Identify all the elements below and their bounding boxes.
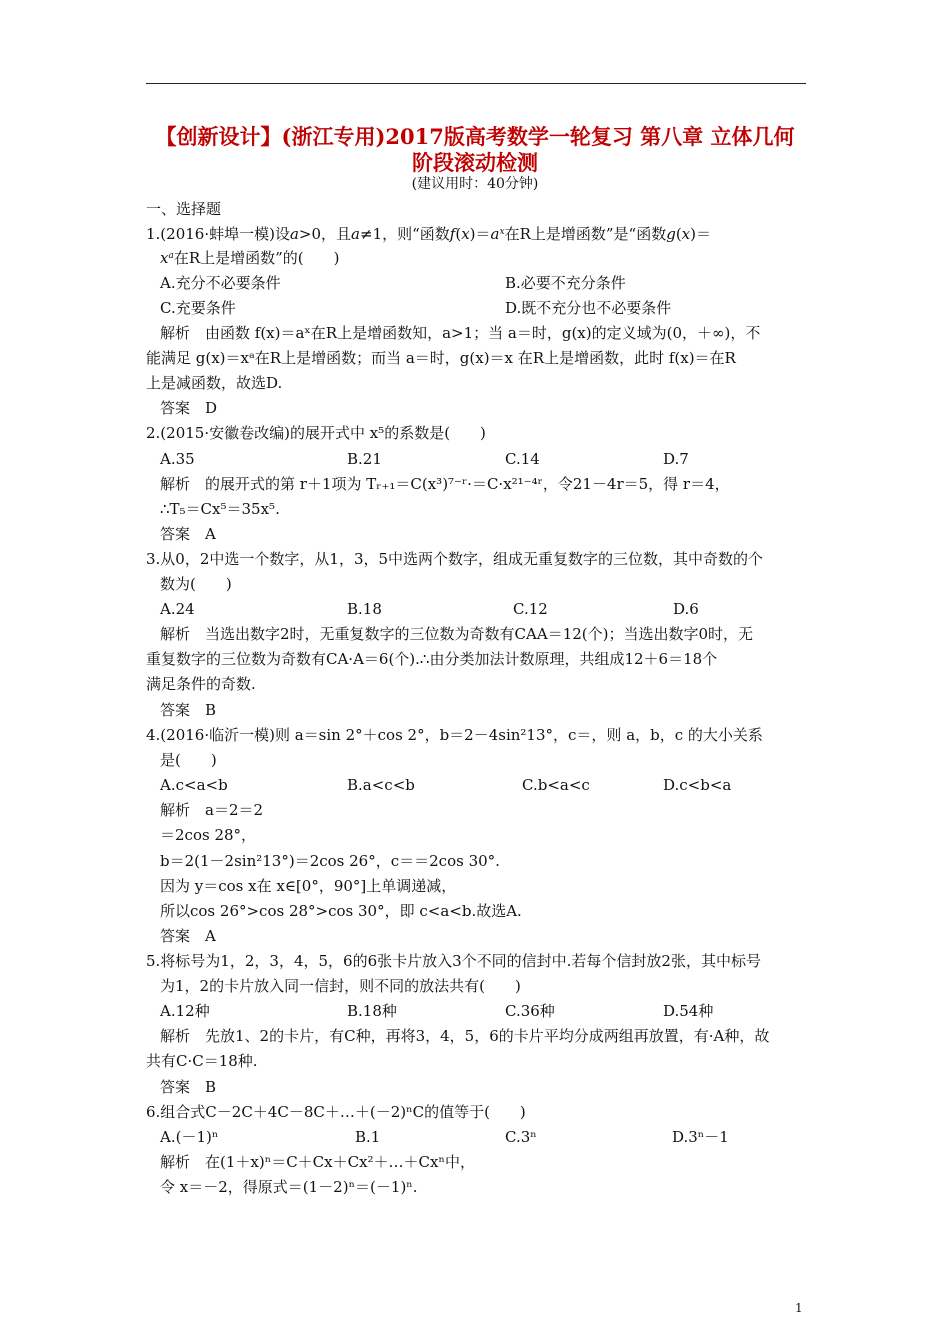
q2-answer: 答案 A: [160, 525, 216, 543]
q1-option-a: A.充分不必要条件: [160, 274, 281, 292]
q5-answer: 答案 B: [160, 1078, 217, 1096]
q3-solution-line2: 重复数字的三位数为奇数有CA·A＝6(个).∴由分类加法计数原理，共组成12＋6＝18个: [146, 650, 718, 668]
q4-stem-line2: 是( ): [160, 751, 217, 769]
q1-option-d: D.既不充分也不必要条件: [505, 299, 672, 317]
q6-option-b: B.1: [355, 1128, 381, 1146]
q5-option-a: A.12种: [160, 1002, 210, 1020]
q5-stem-line1: 5.将标号为1，2，3，4，5，6的6张卡片放入3个不同的信封中.若每个信封放2张，其中标号: [146, 952, 761, 970]
q4-option-d: D.c<b<a: [663, 776, 732, 794]
q2-option-d: D.7: [663, 450, 689, 468]
q4-solution-line3: b＝2(1－2sin²13°)＝2cos 26°，c＝＝2cos 30°.: [160, 852, 500, 870]
q2-stem: 2.(2015·安徽卷改编)的展开式中 x⁵的系数是( ): [146, 424, 486, 442]
q3-option-a: A.24: [160, 600, 195, 618]
q3-option-c: C.12: [513, 600, 548, 618]
header-rule: [146, 83, 806, 84]
q4-solution-line4: 因为 y＝cos x在 x∈[0°，90°]上单调递减，: [160, 877, 457, 895]
q4-option-c: C.b<a<c: [522, 776, 590, 794]
q5-solution-line1: 解析 先放1、2的卡片，有C种，再将3，4，5，6的卡片平均分成两组再放置，有·A种，故: [160, 1027, 770, 1045]
q4-option-a: A.c<a<b: [160, 776, 228, 794]
q1-answer: 答案 D: [160, 399, 218, 417]
q4-solution-line1: 解析 a＝2＝2: [160, 801, 264, 819]
q2-solution-line1: 解析 的展开式的第 r＋1项为 Tᵣ₊₁＝C(x³)⁷⁻ʳ·＝C·x²¹⁻⁴ʳ，令21－4r＝5，得 r＝4，: [160, 475, 730, 493]
q3-option-b: B.18: [347, 600, 382, 618]
q6-solution-line1: 解析 在(1＋x)ⁿ＝C＋Cx＋Cx²＋…＋Cxⁿ中，: [160, 1153, 475, 1171]
q2-option-b: B.21: [347, 450, 382, 468]
q2-solution-line2: ∴T₅＝Cx⁵＝35x⁵.: [160, 500, 280, 518]
q3-option-d: D.6: [673, 600, 699, 618]
q6-stem: 6.组合式C－2C＋4C－8C＋…＋(－2)ⁿC的值等于( ): [146, 1103, 526, 1121]
q3-solution-line3: 满足条件的奇数.: [146, 675, 256, 693]
doc-title-line2: 阶段滚动检测: [412, 150, 538, 175]
q6-option-c: C.3ⁿ: [505, 1128, 537, 1146]
q1-option-b: B.必要不充分条件: [505, 274, 626, 292]
q1-solution-line2: 能满足 g(x)＝xᵃ在R上是增函数；而当 a＝时，g(x)＝x 在R上是增函数，此时 f(x)＝在R: [146, 349, 736, 367]
q3-solution-line1: 解析 当选出数字2时，无重复数字的三位数为奇数有CAA＝12(个)；当选出数字0时，无: [160, 625, 754, 643]
q5-option-b: B.18种: [347, 1002, 397, 1020]
q4-solution-line5: 所以cos 26°>cos 28°>cos 30°，即 c<a<b.故选A.: [160, 902, 522, 920]
page-number: 1: [795, 1301, 803, 1315]
q5-stem-line2: 为1，2的卡片放入同一信封，则不同的放法共有( ): [160, 977, 521, 995]
q3-stem-line2: 数为( ): [160, 575, 232, 593]
q1-option-c: C.充要条件: [160, 299, 236, 317]
q5-option-d: D.54种: [663, 1002, 714, 1020]
q6-option-a: A.(－1)ⁿ: [160, 1128, 219, 1146]
doc-title-line1: 【创新设计】(浙江专用)2017版高考数学一轮复习 第八章 立体几何: [155, 124, 795, 149]
q1-stem-line2: $x^a$在R上是增函数”的( ): [160, 249, 340, 267]
q6-solution-line2: 令 x＝－2，得原式＝(1－2)ⁿ＝(－1)ⁿ.: [160, 1178, 418, 1196]
q6-option-d: D.3ⁿ－1: [672, 1128, 729, 1146]
q5-solution-line2: 共有C·C＝18种.: [146, 1052, 258, 1070]
q4-answer: 答案 A: [160, 927, 216, 945]
q5-option-c: C.36种: [505, 1002, 555, 1020]
q3-answer: 答案 B: [160, 701, 217, 719]
q3-stem-line1: 3.从0，2中选一个数字，从1，3，5中选两个数字，组成无重复数字的三位数，其中奇数的个: [146, 550, 764, 568]
q4-option-b: B.a<c<b: [347, 776, 415, 794]
q1-stem-line1: 1.(2016·蚌埠一模)设a>0，且a≠1，则“函数$f(x)=a^x$在R上是增函数”是“函数g(x)＝: [146, 225, 711, 243]
q4-stem-line1: 4.(2016·临沂一模)则 a＝sin 2°＋cos 2°，b＝2－4sin²13°，c＝，则 a，b，c 的大小关系: [146, 726, 763, 744]
q1-solution-line1: 解析 由函数 f(x)＝aˣ在R上是增函数知，a>1；当 a＝时，g(x)的定义域为(0，＋∞)，不: [160, 324, 761, 342]
q4-solution-line2: ＝2cos 28°，: [160, 826, 257, 844]
q2-option-a: A.35: [160, 450, 195, 468]
section-heading: 一、选择题: [146, 200, 222, 218]
q1-solution-line3: 上是减函数，故选D.: [146, 374, 283, 392]
doc-subtitle: (建议用时：40分钟): [411, 176, 539, 192]
q2-option-c: C.14: [505, 450, 540, 468]
